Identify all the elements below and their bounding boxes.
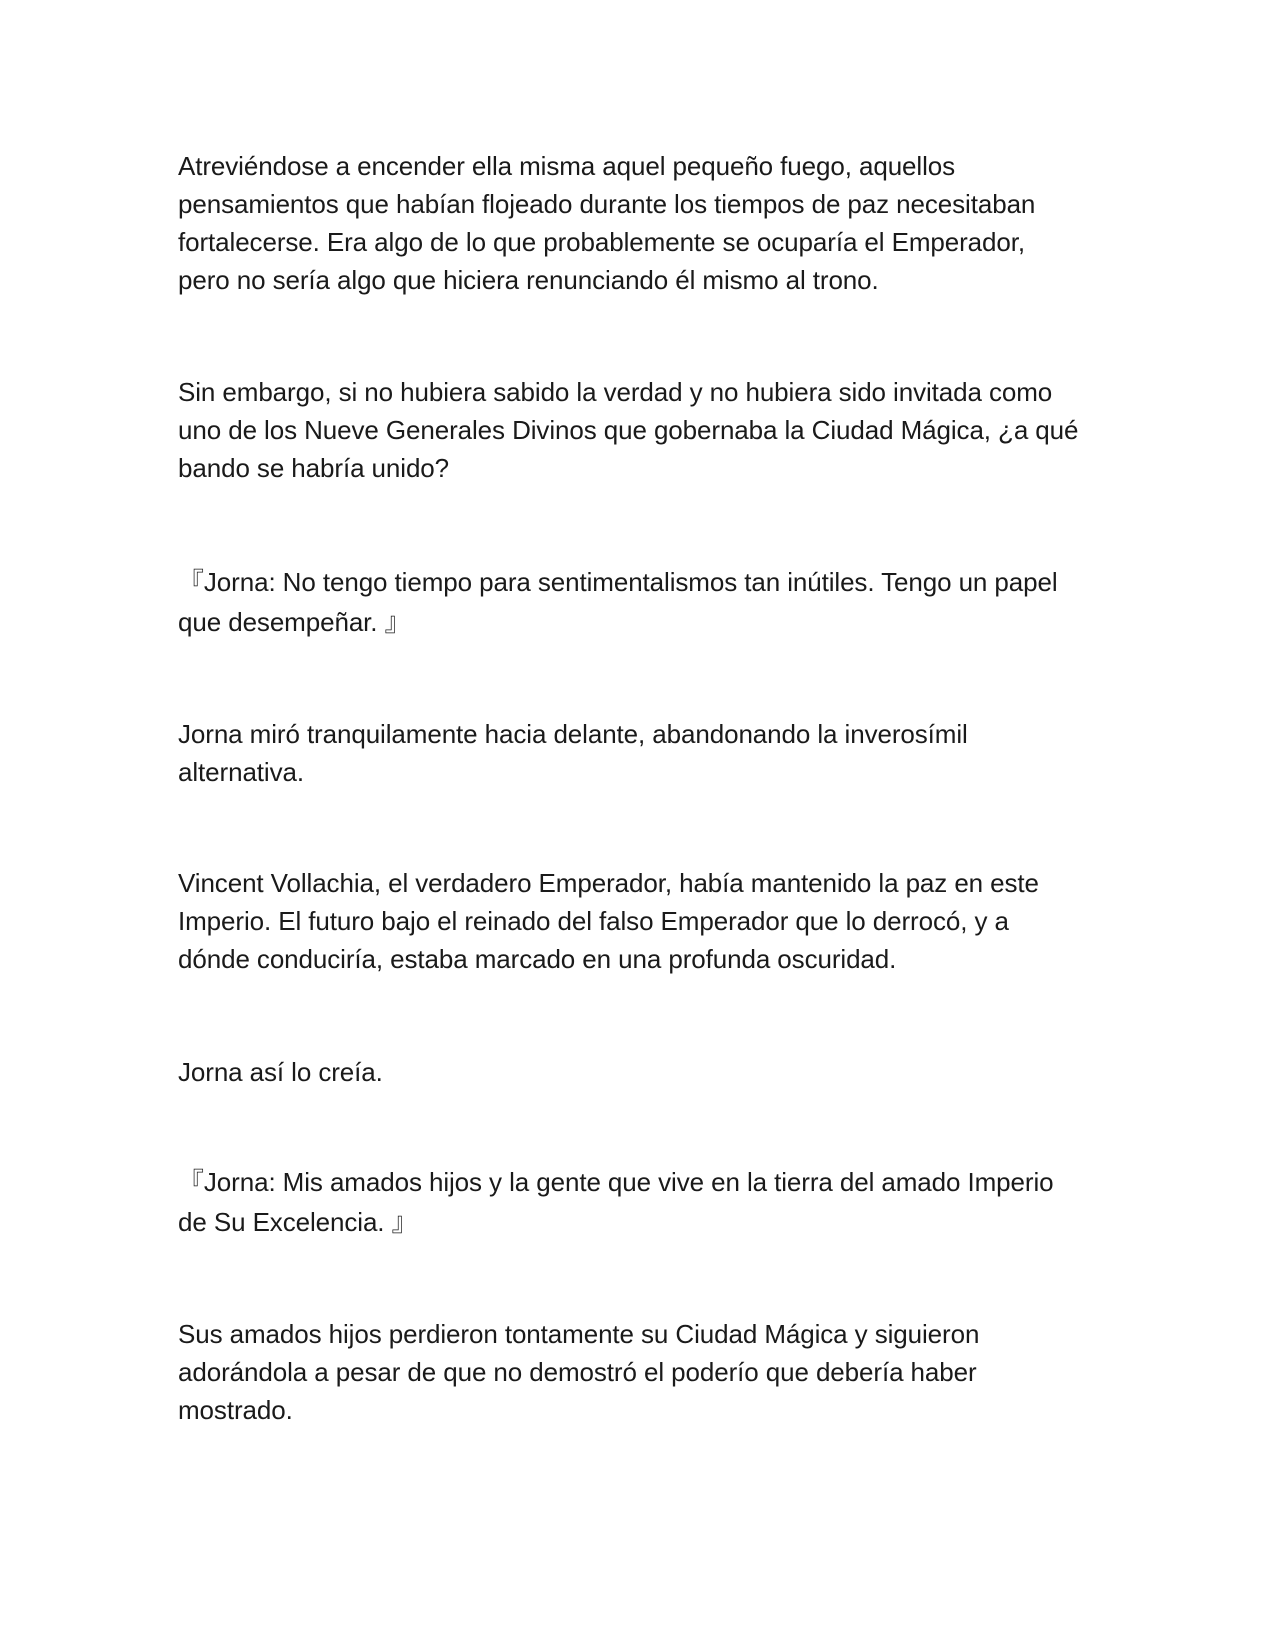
paragraph-line: Jorna miró tranquilamente hacia delante, abandonando la inverosímil — [178, 719, 968, 749]
paragraph-line: fortalecerse. Era algo de lo que probablemente se ocuparía el Emperador, — [178, 227, 1025, 257]
paragraph-4 — [178, 715, 1118, 791]
paragraph-line: Sin embargo, si no hubiera sabido la verdad y no hubiera sido invitada como — [178, 377, 1053, 407]
paragraph-8 — [178, 1315, 1118, 1429]
paragraph-6 — [178, 1053, 1118, 1091]
paragraph-line: adorándola a pesar de que no demostró el poderío que debería haber — [178, 1357, 977, 1387]
paragraph-line: dónde conduciría, estaba marcado en una profunda oscuridad. — [178, 944, 897, 974]
paragraph-line: alternativa. — [178, 757, 304, 787]
paragraph-line: Imperio. El futuro bajo el reinado del falso Emperador que lo derrocó, y a — [178, 906, 1009, 936]
dialogue-paragraph-2 — [178, 1162, 1118, 1242]
paragraph-line: 『Jorna: Mis amados hijos y la gente que vive en la tierra del amado Imperio — [178, 1167, 1054, 1197]
paragraph-line: mostrado. — [178, 1395, 293, 1425]
paragraph-line: pensamientos que habían flojeado durante los tiempos de paz necesitaban — [178, 189, 1036, 219]
paragraph-line: que desempeñar. 』 — [178, 607, 411, 637]
paragraph-2 — [178, 373, 1118, 487]
paragraph-5 — [178, 864, 1118, 978]
paragraph-line: Atreviéndose a encender ella misma aquel pequeño fuego, aquellos — [178, 151, 956, 181]
paragraph-line: de Su Excelencia. 』 — [178, 1207, 418, 1237]
dialogue-paragraph-1 — [178, 562, 1118, 642]
paragraph-line: Sus amados hijos perdieron tontamente su Ciudad Mágica y siguieron — [178, 1319, 980, 1349]
paragraph-line: pero no sería algo que hiciera renunciando él mismo al trono. — [178, 265, 879, 295]
paragraph-line: Jorna así lo creía. — [178, 1057, 383, 1087]
paragraph-line: uno de los Nueve Generales Divinos que gobernaba la Ciudad Mágica, ¿a qué — [178, 415, 1079, 445]
paragraph-line: 『Jorna: No tengo tiempo para sentimentalismos tan inútiles. Tengo un papel — [178, 567, 1058, 597]
paragraph-line: Vincent Vollachia, el verdadero Emperador, había mantenido la paz en este — [178, 868, 1039, 898]
paragraph-line: bando se habría unido? — [178, 453, 450, 483]
paragraph-1 — [178, 147, 1118, 299]
